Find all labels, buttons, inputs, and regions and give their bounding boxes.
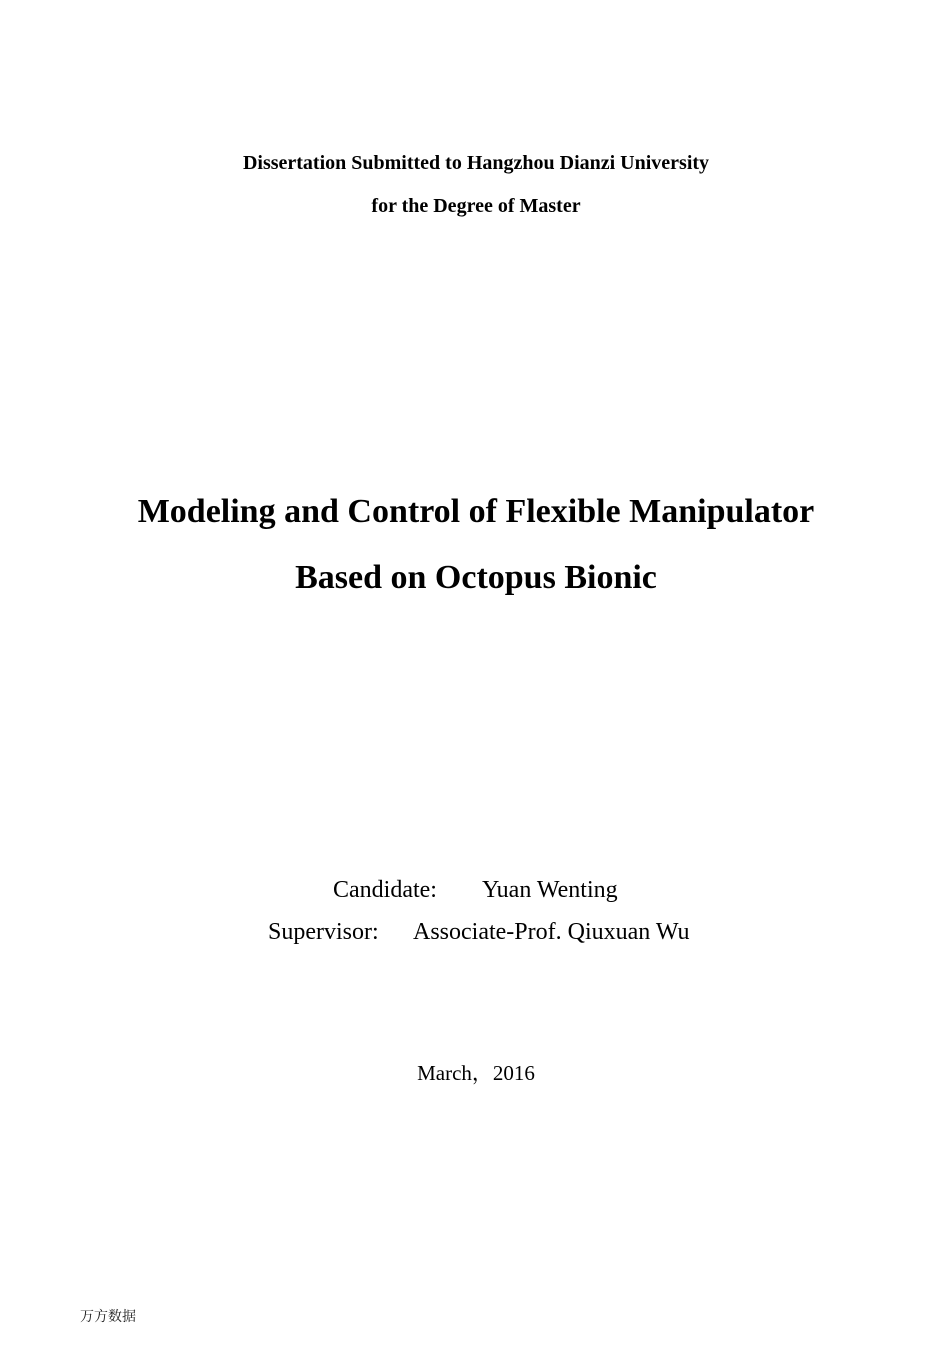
supervisor-row [268,918,690,946]
submission-statement-line-2: for the Degree of Master [371,195,581,217]
wanfang-watermark: 万方数据 [80,1309,136,1325]
thesis-title-line-2: Based on Octopus Bionic [295,559,657,596]
submission-statement-line-1: Dissertation Submitted to Hangzhou Dianzi University [242,152,710,174]
candidate-label: Candidate: [333,877,437,903]
submission-date: March，2016 [417,1061,535,1085]
supervisor-name: Associate-Prof. Qiuxuan Wu [413,919,690,945]
candidate-row [333,876,618,904]
candidate-name: Yuan Wenting [482,877,618,903]
supervisor-label: Supervisor: [268,919,379,945]
thesis-title-line-1: Modeling and Control of Flexible Manipulator [137,493,815,530]
